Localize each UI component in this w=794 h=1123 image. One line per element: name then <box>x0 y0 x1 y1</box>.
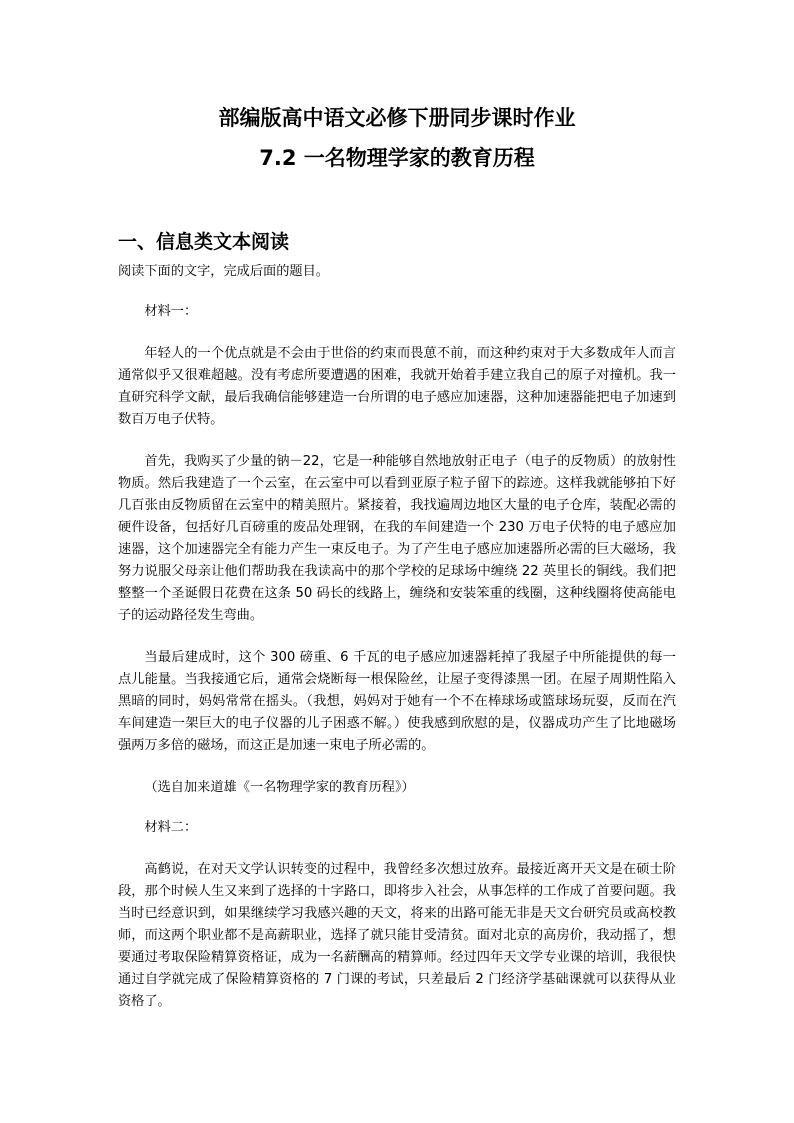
section-heading: 一、信息类文本阅读 <box>118 231 290 253</box>
material2-label: 材料二： <box>144 820 198 835</box>
document-title: 部编版高中语文必修下册同步课时作业 <box>218 106 576 130</box>
paragraph: 首先，我购买了少量的钠－22，它是一种能够自然地放射正电子（电子的反物质）的放射性物质。然后我建造了一个云室，在云室中可以看到亚原子粒子留下的踪迹。这样我就能够拍下好几百张由反物质留在云室中的精美照片。紧接着，我找遍周边地区大量的电子仓库，装配必需的硬件设备，包括好几百磅重的废品处理钢，在我的车间建造一个 230 万电子伏特的电子感应加速器，这个加速器完全有能力产生一束反电子。为了产生电子感应加速器所必需的巨大磁场，我努力说服父母亲让他们帮助我在我读高中的那个学校的足球场中缠绕 22 英里长的铜线。我们把整整一个圣诞假日花费在这条 50 码长的线路上，缠绕和安装笨重的线圈，这种线圈将使高能电子的运动路径发生弯曲。 <box>118 454 676 623</box>
material1-label: 材料一： <box>144 304 198 319</box>
instruction-text: 阅读下面的文字，完成后面的题目。 <box>118 264 329 279</box>
paragraph: 高鹤说，在对天文学认识转变的过程中，我曾经多次想过放弃。最接近离开天文是在硕士阶段，那个时候人生又来到了选择的十字路口，即将步入社会，从事怎样的工作成了首要问题。我当时已经意识到，如果继续学习我感兴趣的天文，将来的出路可能无非是天文台研究员或高校教师，而这两个职业都不是高薪职业，选择了就只能甘受清贫。面对北京的高房价，我动摇了，想要通过考取保险精算资格证，成为一名薪酬高的精算师。经过四年天文学专业课的培训，我很快通过自学就完成了保险精算资格的 7 门课的考试，只差最后 2 门经济学基础课就可以获得从业资格了。 <box>118 862 676 1009</box>
paragraph: 年轻人的一个优点就是不会由于世俗的约束而畏葸不前，而这种约束对于大多数成年人而言通常似乎又很难超越。没有考虑所要遭遇的困难，我就开始着手建立我自己的原子对撞机。我一直研究科学文献，最后我确信能够建造一台所谓的电子感应加速器，这种加速器能把电子加速到数百万电子伏特。 <box>118 346 676 427</box>
document-body <box>118 261 676 1013</box>
lesson-title: 7.2 一名物理学家的教育历程 <box>259 146 535 170</box>
source-citation: （选自加来道雄《一名物理学家的教育历程》） <box>144 780 415 795</box>
paragraph: 当最后建成时，这个 300 磅重、6 千瓦的电子感应加速器耗掉了我屋子中所能提供的每一点儿能量。当我接通它后，通常会烧断每一根保险丝，让屋子变得漆黑一团。在屋子周期性陷入黑暗的同时，妈妈常常在摇头。（我想，妈妈对于她有一个不在棒球场或篮球场玩耍，反而在汽车间建造一架巨大的电子仪器的儿子困惑不解。）使我感到欣慰的是，仪器成功产生了比地磁场强两万多倍的磁场，而这正是加速一束电子所必需的。 <box>118 650 676 753</box>
